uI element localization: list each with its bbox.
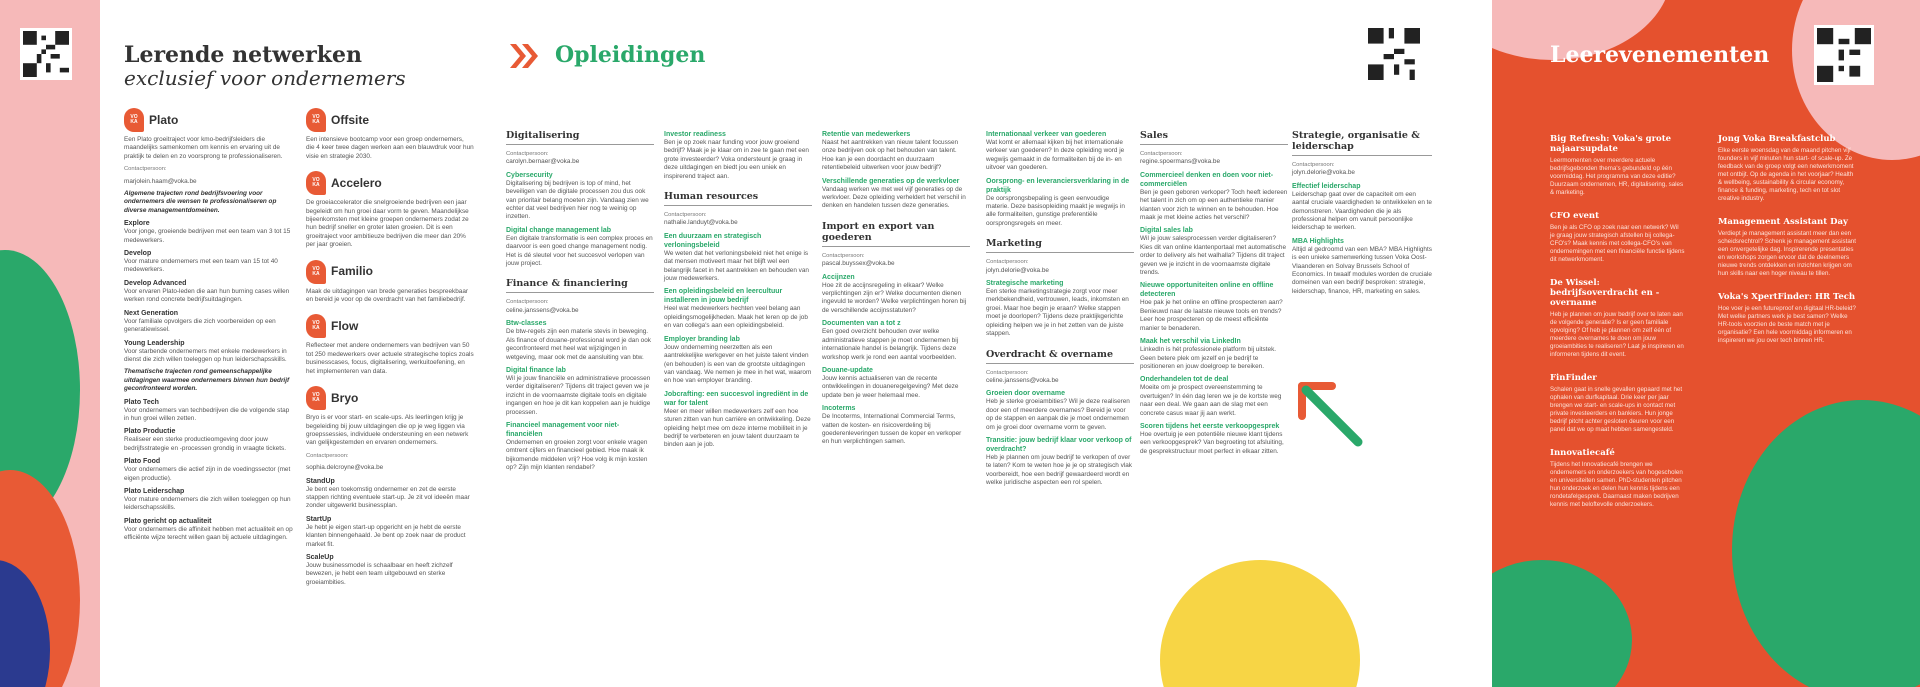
green-blob — [1492, 560, 1632, 687]
course-desc: De btw-regels zijn een materie stevis in beweging. Als finance of douane-professional word je dan ook geconfronteerd met heel wat wijzigingen in wetgeving, maar ook met de aansluiting van btw. — [506, 328, 651, 361]
plato-item-title: Next Generation — [124, 309, 179, 317]
course-title[interactable]: Douane-update — [822, 366, 873, 374]
section-heading: Human resources — [664, 191, 812, 206]
plato-item-desc: Voor familiale opvolgers die zich voorbereiden op een generatiewissel. — [124, 317, 276, 334]
main-panel — [100, 0, 1492, 687]
course-title[interactable]: Internationaal verkeer van goederen — [986, 131, 1107, 138]
course-desc: Jouw kennis actualiseren van de recente ontwikkelingen in douaneregelgeving? Met deze update ben je weer helemaal mee. — [822, 374, 959, 399]
bryo-brand — [306, 386, 474, 410]
plato-item-title: Explore — [124, 220, 150, 228]
offsite-desc: Een intensieve bootcamp voor een groep ondernemers, die 4 keer twee dagen werken aan een blauwdruk voor hun visie en strategie 2030. — [306, 136, 474, 160]
contact-label: Contactpersoon: — [506, 151, 549, 157]
opl-column-3 — [822, 130, 970, 451]
plato-item2-desc: Voor ondernemers die actief zijn in de voedingssector (met eigen productie). — [124, 466, 291, 482]
accelero-name: Accelero — [331, 176, 382, 191]
course-title[interactable]: Cybersecurity — [506, 171, 553, 179]
accelero-brand — [306, 171, 474, 195]
event-title[interactable]: Big Refresh: Voka's grote najaarsupdate — [1550, 134, 1672, 154]
voka-logo-icon: VO KA — [306, 260, 326, 284]
familio-name: Familio — [331, 264, 374, 279]
contact-label: Contactpersoon: — [1292, 162, 1335, 168]
course-title[interactable]: Employer branding lab — [664, 335, 740, 343]
event-desc: Hoe voer je een futureproof en digitaal HR-beleid? Met welke partners werk je best samen? Welke HR-tools voorzien de beste match met je organisatie? Een hele voormiddag informeren en inspireren we jou over tech binnen HR. — [1718, 305, 1856, 344]
voka-logo-icon: VO KA — [306, 386, 326, 410]
contact-label: Contactpersoon: — [822, 252, 865, 259]
section-heading: Strategie, organisatie & leiderschap — [1292, 130, 1432, 156]
event-desc: Tijdens het Innovatiecafé brengen we ondernemers en onderzoekers van hogescholen en universiteiten samen. PhD-studenten pitchen hun onderzoek en delen hun kennis tijdens een rondetafelgesprek. Daarnaast maken bedrijven kennis met beloftevolle onderzoekers. — [1550, 461, 1683, 508]
course-desc: Meer en meer willen medewerkers zelf een hoe sturen zitten van hun carrière en ontwikkeling. Deze opleiding helpt mee om deze interne mobiliteit in je bedrijf te verbeteren en jouw talent duurzaam te binden aan je job. — [664, 407, 811, 449]
plato-item2-title: Plato Tech — [124, 398, 159, 406]
course-title[interactable]: Btw-classes — [506, 320, 547, 328]
plato-item-desc: Voor ervaren Plato-leden die aan hun burning cases willen werken rond concrete bedrijfsuitdagingen. — [124, 287, 290, 304]
course-desc: Naast het aantrekken van nieuw talent focussen onze bedrijven ook op het behouden van talent. Hoe kan je een doordacht en duurzaam retentiebeleid uitwerken voor jouw bedrijf? — [822, 139, 959, 172]
course-title[interactable]: Oorsprong- en leveranciersverklaring in de praktijk — [986, 177, 1130, 194]
event-title[interactable]: Voka's XpertFinder: HR Tech — [1718, 292, 1856, 302]
section-heading: Import en export van goederen — [822, 221, 970, 247]
bryo-name: Bryo — [331, 390, 359, 405]
events-column-2 — [1718, 134, 1858, 359]
section-heading: Finance & financiering — [506, 278, 654, 293]
voka-logo-icon: VO KA — [306, 314, 326, 338]
course-title[interactable]: Jobcrafting: een succesvol ingrediënt in de war for talent — [664, 390, 809, 407]
course-desc: Hoe pak je het online en offline prospecteren aan? Benieuwd naar de laatste nieuwe tools en trends? Leer hoe prospecteren op de meest efficiënte manier te benaderen. — [1140, 299, 1283, 332]
course-title[interactable]: Nieuwe opportuniteiten online en offline detecteren — [1140, 282, 1274, 299]
course-title[interactable]: Digital finance lab — [506, 366, 566, 374]
course-title[interactable]: Een duurzaam en strategisch verloningsbeleid — [664, 232, 762, 249]
section-heading: Sales — [1140, 130, 1288, 145]
course-title[interactable]: Strategische marketing — [986, 280, 1064, 288]
course-desc: Altijd al gedroomd van een MBA? MBA Highlights is een unieke samenwerking tussen Voka Oost-Vlaanderen en Solvay Brussels School of Economics. In twaalf modules worden de cruciale domeinen van een bedrijf besproken: strategie, leiderschap, finance, HR, marketing en sales. — [1292, 245, 1432, 295]
course-desc: Vandaag werken we met wel vijf generaties op de werkvloer. Deze opleiding verheldert het verschil in denken en handelen tussen deze generaties. — [822, 185, 966, 210]
course-title[interactable]: Investor readiness — [664, 131, 726, 138]
course-title[interactable]: Verschillende generaties op de werkvloer — [822, 177, 960, 185]
course-desc: Digitalisering bij bedrijven is top of mind, het beveiligen van de digitale processen zou dus ook van prioritair belang moeten zijn. Vandaag zien we echter dat veel bedrijven hier nog te weinig op inzetten. — [506, 179, 649, 221]
bryo-item-desc: Je bent een toekomstig ondernemer en zet de eerste stappen richting eventuele start-up. Je zit vol ideeën maar zonder uitgewerkt businessplan. — [306, 485, 470, 510]
bryo-contact-label: Contactpersoon: — [306, 452, 349, 459]
course-title[interactable]: Digital change management lab — [506, 226, 612, 234]
flow-brand — [306, 314, 474, 338]
qr-icon — [23, 31, 69, 77]
course-title[interactable]: MBA Highlights — [1292, 237, 1344, 245]
plato-contact-label: Contactpersoon: — [124, 166, 167, 173]
contact-email[interactable]: celine.janssens@voka.be — [986, 376, 1059, 384]
event-title[interactable]: Innovatiecafé — [1550, 448, 1615, 458]
plato-item-title: Develop Advanced — [124, 279, 187, 287]
flow-name: Flow — [331, 319, 359, 334]
voka-logo-icon: VO KA — [306, 108, 326, 132]
leerevenementen-panel — [1492, 0, 1920, 687]
contact-email[interactable]: jolyn.delorie@voka.be — [986, 266, 1049, 274]
left-subtitle: exclusief voor ondernemers — [124, 66, 406, 90]
opl-column-6 — [1292, 130, 1432, 300]
event-title[interactable]: Management Assistant Day — [1718, 217, 1848, 227]
course-title[interactable]: Digital sales lab — [1140, 227, 1193, 235]
contact-label: Contactpersoon: — [986, 259, 1029, 266]
bryo-item-desc: Je hebt je eigen start-up opgericht en je hebt de eerste klanten binnengehaald. Je bent op zoek naar de product market fit. — [306, 523, 466, 548]
course-title[interactable]: Onderhandelen tot de deal — [1140, 376, 1229, 384]
course-desc: Hoe zit de accijnsregeling in elkaar? Welke verplichtingen zijn er? Welke documenten dienen ingevuld te worden? Welke verplichtingen horen bij de verschillende accijnsstatuten? — [822, 281, 967, 314]
contact-label: Contactpersoon: — [1140, 151, 1183, 157]
section-heading: Overdracht & overname — [986, 349, 1134, 364]
course-desc: Heel wat medewerkers hechten veel belang aan opleidingsmogelijkheden. Maak het leren op de job en van collega's aan een opleidingsbeleid. — [664, 305, 808, 330]
plato-item2-desc: Voor mature ondernemers die zich willen toeleggen op hun leiderschapsskills. — [124, 495, 291, 512]
event-title[interactable]: CFO event — [1550, 211, 1600, 221]
course-desc: Ondernemen en groeien zorgt voor enkele vragen omtrent cijfers en financieel gebied. Hoe maak ik bijkomende middelen vrij? Hoe volg ik mijn kosten op? Zijn mijn klanten rendabel? — [506, 438, 648, 472]
course-desc: Ben je geen geboren verkoper? Toch heeft iedereen het talent in zich om op een authentieke manier klanten voor zich te winnen en te behouden. Hoe maak je met kleine acties het verschil? — [1140, 188, 1288, 222]
course-title[interactable]: Maak het verschil via LinkedIn — [1140, 338, 1241, 346]
left-decor-panel — [0, 0, 100, 687]
plato-item-title: Young Leadership — [124, 339, 185, 347]
bryo-item-title: StartUp — [306, 515, 332, 523]
course-desc: Wil je jouw salesprocessen verder digitaliseren? Kies dit van online klantenportaal met automatische order to delivery als het walhalla? Tijdens dit traject geven we je inzicht in de voornaamste digitale trends. — [1140, 235, 1287, 277]
course-desc: Heb je sterke groeiambities? Wil je deze realiseren door een of meerdere overnames? Bereid je voor op de stappen en aanpak die je moet ondernemen om je groei door overname vorm te geven. — [986, 398, 1130, 431]
plato-item2-desc: Voor ondernemers van techbedrijven die de volgende stap in hun groei willen zetten. — [124, 406, 290, 422]
contact-email[interactable]: celine.janssens@voka.be — [506, 306, 579, 314]
contact-email[interactable]: nathalie.landuyt@voka.be — [664, 219, 738, 227]
accelero-desc: De groeiaccelerator die snelgroeiende bedrijven een jaar begeleidt om hun groei daar vorm te geven. Maandelijkse bijeenkomsten met kleine groepen ondernemers zodat ze hun bedrijf sneller en groter laten groeien. Dit is een groeitraject voor ambitieuze bedrijven die meer dan 20% per jaar groeien. — [306, 199, 469, 249]
course-title[interactable]: Groeien door overname — [986, 390, 1065, 398]
course-title[interactable]: Financieel management voor niet-financiëlen — [506, 421, 620, 438]
course-desc: Een goed overzicht behouden over welke administratieve stappen je moet ondernemen bij internationale handel is belangrijk. Tijdens deze workshop werk je rond een aantal voorbeelden. — [822, 328, 959, 361]
event-desc: Verdiept je management assistant meer dan een scheidsrechtrol? Schenk je management assistant een onvergetelijke dag. Inspirerende presentaties en workshops zorgen ervoor dat de deelnemers nieuwe trends ontdekken en inzichten krijgen om hun skills naar een hoger niveau te tillen. — [1718, 230, 1856, 277]
course-title[interactable]: Retentie van medewerkers — [822, 131, 911, 138]
qr-icon — [1817, 28, 1871, 82]
section-heading: Marketing — [986, 238, 1134, 253]
plato-item2-title: Plato Productie — [124, 428, 176, 436]
plato-brand — [124, 108, 294, 132]
event-desc: Schalen gaat in snelle gevallen gepaard met het ophalen van durfkapitaal. Drie keer per jaar brengen we start- en scale-ups in contact met private investeerders en bankiers. Hun jonge bedrijf pitcht achter gesloten deuren voor een panel dat we op maat hebben samengesteld. — [1550, 386, 1683, 433]
offsite-name: Offsite — [331, 112, 370, 127]
course-desc: Jouw onderneming neerzetten als een aantrekkelijke werkgever en het juiste talent vinden (en behouden) is een van de grootste uitdagingen van vandaag. We nemen je mee in het wat, waarom en hoe van employer branding. — [664, 343, 812, 385]
plato-item2-title: Plato Leiderschap — [124, 487, 185, 495]
qr-code-right[interactable] — [1814, 25, 1874, 85]
contact-label: Contactpersoon: — [506, 299, 549, 306]
plato-name: Plato — [149, 112, 179, 127]
course-desc: Ben je op zoek naar funding voor jouw groeiend bedrijf? Maak je je klaar om in zee te gaan met een grote investeerder? Voka ondersteunt je graag in deze uitdagingen en biedt jou een uniek en inspirerend traject aan. — [664, 139, 809, 180]
course-title[interactable]: Accijnzen — [822, 273, 855, 281]
opl-column-2 — [664, 130, 812, 454]
course-desc: Heb je plannen om jouw bedrijf te verkopen of over te laten? Kom te weten hoe je je op strategisch vlak voorbereidt, hoe een bedrijf gewaardeerd wordt en welke juridische aspecten een rol spelen. — [986, 453, 1133, 487]
plato-intro: Algemene trajecten rond bedrijfsvoering voor ondernemers die wensen te professionaliseren op diverse managementdomeinen. — [124, 190, 277, 214]
offsite-brand — [306, 108, 474, 132]
plato-item-desc: Voor jonge, groeiende bedrijven met een team van 3 tot 15 medewerkers. — [124, 228, 291, 244]
voka-logo-icon: VO KA — [124, 108, 144, 132]
events-column-1 — [1550, 134, 1685, 523]
plato-item2-title: Plato gericht op actualiteit — [124, 517, 212, 525]
contact-email[interactable]: regine.spoermans@voka.be — [1140, 158, 1221, 166]
course-desc: Een digitale transformatie is een complex proces en daarvoor is een goed change management nodig. Het is dé sleutel voor het succesvol verlopen van jouw project. — [506, 234, 653, 268]
left-title: Lerende netwerken — [124, 42, 363, 68]
contact-label: Contactpersoon: — [664, 212, 707, 219]
contact-email[interactable]: carolyn.bernaer@voka.be — [506, 158, 580, 166]
opl-column-5 — [1140, 130, 1288, 460]
green-blob — [1732, 400, 1920, 687]
qr-code-left[interactable] — [20, 28, 72, 80]
contact-email[interactable]: jolyn.delorie@voka.be — [1292, 169, 1355, 177]
contact-label: Contactpersoon: — [986, 369, 1029, 376]
plato-column — [124, 108, 294, 547]
brands-column — [306, 108, 474, 591]
event-desc: Ben je als CFO op zoek naar een netwerk? Wil je graag jouw strategisch afstellen bij collega-CFO's? Maak kennis met collega-CFO's van ondernemingen met een financiële functie tijdens dit netwerkmoment. — [1550, 224, 1685, 263]
plato-contact[interactable]: marjolein.haam@voka.be — [124, 177, 197, 185]
chevron-right-icon — [508, 42, 540, 75]
leerevenementen-title: Leerevenementen — [1550, 42, 1770, 68]
voka-logo-icon: VO KA — [306, 171, 326, 195]
plato-item-desc: Voor starbende ondernemers met enkele medewerkers in dienst die zich willen toeleggen op hun leiderschapsskills. — [124, 347, 287, 363]
plato-item-title: Develop — [124, 250, 152, 258]
plato-intro2: Thematische trajecten rond gemeenschappelijke uitdagingen waarmee ondernemers binnen hun bedrijf geconfronteerd worden. — [124, 368, 290, 393]
opl-column-4 — [986, 130, 1134, 492]
familio-desc: Maak de uitdagingen van brede generaties bespreekbaar en bereid je voor op de overdracht van het familiebedrijf. — [306, 287, 469, 304]
course-title[interactable]: Transitie: jouw bedrijf klaar voor verkoop of overdracht? — [986, 436, 1132, 453]
bryo-item-title: StandUp — [306, 477, 335, 485]
plato-item2-desc: Realiseer een sterke productieomgeving door jouw bedrijfsstrategie en -processen grondig in vraagte tickets. — [124, 436, 286, 452]
qr-code-main[interactable] — [1365, 25, 1423, 83]
course-desc: Een sterke marketingstrategie zorgt voor meer merkbekendheid, vertrouwen, leads, inkomsten en groei. Maar hoe begin je eraan? Welke stappen moet je doorlopen? Tijdens deze praktijkgerichte opleiding helpen we je in het zetten van de juiste stappen. — [986, 288, 1129, 338]
contact-email[interactable]: pascal.buyssex@voka.be — [822, 260, 895, 268]
familio-brand — [306, 260, 474, 284]
course-title[interactable]: Een opleidingsbeleid en leercultuur installeren in jouw bedrijf — [664, 288, 783, 305]
course-desc: Leiderschap gaat over de capaciteit om een aantal cruciale vaardigheden te ontwikkelen en te demonstreren. Vaardigheden die je als professional helpen om vanuit persoonlijke leiderschap te werken. — [1292, 190, 1432, 232]
event-title[interactable]: De Wissel: bedrijfsoverdracht en -overname — [1550, 278, 1660, 308]
plato-desc: Een Plato groeitraject voor kmo-bedrijfsleiders die maandelijks samenkomen om kennis en ervaring uit de praktijk te delen en zo voorsprong te professionaliseren. — [124, 136, 283, 160]
event-title[interactable]: Jong Voka Breakfastclub — [1718, 134, 1836, 144]
plato-item2-desc: Voor ondernemers die affiniteit hebben met actualiteit en op efficiënte wijze terecht willen gaan bij actuele uitdagingen. — [124, 525, 293, 542]
bryo-item-title: ScaleUp — [306, 553, 334, 561]
event-desc: Heb je plannen om jouw bedrijf over te laten aan de volgende generatie? Is er geen familiale opvolging? Of heb je plannen om zelf één of meerdere overnames te doen om jouw groeiambities te realiseren? Laat je inspireren en informeren tijdens dit event. — [1550, 311, 1684, 358]
course-title[interactable]: Scoren tijdens het eerste verkoopgesprek — [1140, 422, 1280, 430]
event-desc: Elke eerste woensdag van de maand pitchen vijf founders in vijf minuten hun start- of scale-up. Ze feedback van de groep volgt een netwerkmoment met ontbijt. Op de agenda in het voorjaar? Health & wellbeing, sustainability & circular economy, finance & funding, marketing, tech en tot slot creative industry. — [1718, 147, 1854, 202]
event-title[interactable]: FinFinder — [1550, 373, 1597, 383]
bryo-desc: Bryo is er voor start- en scale-ups. Als leerlingen krijg je begeleiding bij jouw uitdagingen die op je weg liggen via groepssessies, individuele ondersteuning en een netwerk van gelijkgestemden en ervaren ondernemers. — [306, 414, 469, 447]
course-title[interactable]: Documenten van a tot z — [822, 320, 901, 328]
yellow-blob — [1160, 560, 1360, 687]
course-desc: We weten dat het verloningsbeleid niet het enige is dat mensen motiveert maar het blijft wel een belangrijk facet in het aantrekken en behouden van jouw medewerkers. — [664, 249, 809, 283]
event-desc: Leermomenten over meerdere actuele bedrijfsgebonden thema's gebundeld op één voormiddag. Het programma van deze editie? Duurzaam ondernemen, HR, digitalisering, sales & marketing. — [1550, 157, 1684, 196]
course-desc: Wil je jouw financiële en administratieve processen verder digitaliseren? Tijdens dit traject geven we je inzicht in de voornaamste digitale tools en digitale ingangen en hoe je dit kan koppelen aan je huidige processen. — [506, 374, 651, 416]
plato-item-desc: Voor mature ondernemers met een team van 15 tot 40 medewerkers. — [124, 258, 278, 274]
course-desc: Wat komt er allemaal kijken bij het internationale verkeer van goederen? In deze opleiding word je wegwijs gemaakt in de formaliteiten bij de in- en uitvoer van goederen. — [986, 139, 1125, 172]
course-desc: Moeite om je prospect overeenstemming te overtuigen? In één dag leren we je de kortste weg naar een deal. We gaan aan de slag met een concrete casus waar jij aan werkt. — [1140, 384, 1282, 417]
opl-column-1 — [506, 130, 654, 477]
course-desc: De Incoterms, International Commercial Terms, vatten de kosten- en risicoverdeling bij goederenleveringen tussen de koper en verkoper en hun verplichtingen samen. — [822, 413, 962, 446]
course-title[interactable]: Effectief leiderschap — [1292, 182, 1361, 190]
course-desc: LinkedIn is hét professionele platform bij uitstek. Geen betere plek om jezelf en je bedrijf te positioneren en jouw doelgroep te bereiken. — [1140, 346, 1277, 370]
arrow-up-left-icon — [1290, 372, 1370, 457]
course-desc: De oorsprongsbepaling is geen eenvoudige materie. Deze basisopleiding maakt je wegwijs in alle formaliteiten, gunstige preferentiële oorsprongsregels en meer. — [986, 194, 1125, 227]
opleidingen-title: Opleidingen — [555, 42, 706, 68]
flow-desc: Reflecteer met andere ondernemers van bedrijven van 50 tot 250 medewerkers over actuele strategische topics zoals businesscases, focus, digitalisering, werkuitoefening, en het implementeren van data. — [306, 342, 474, 375]
course-desc: Hoe overtuig je een potentiële nieuwe klant tijdens een verkoopgesprek? Van begroeting tot afsluiting, de gesprekstructuur moet perfect in elkaar zitten. — [1140, 430, 1284, 455]
bryo-contact[interactable]: sophia.delcroyne@voka.be — [306, 464, 384, 472]
bryo-item-desc: Jouw businessmodel is schaalbaar en heeft zichzelf bewezen, je hebt een team uitgebouwd en sterke groeiambities. — [306, 561, 453, 586]
section-heading: Digitalisering — [506, 130, 654, 145]
course-title[interactable]: Commercieel denken en doen voor niet-commerciëlen — [1140, 171, 1274, 188]
course-title[interactable]: Incoterms — [822, 405, 856, 413]
plato-item2-title: Plato Food — [124, 458, 161, 466]
qr-icon — [1368, 28, 1420, 80]
